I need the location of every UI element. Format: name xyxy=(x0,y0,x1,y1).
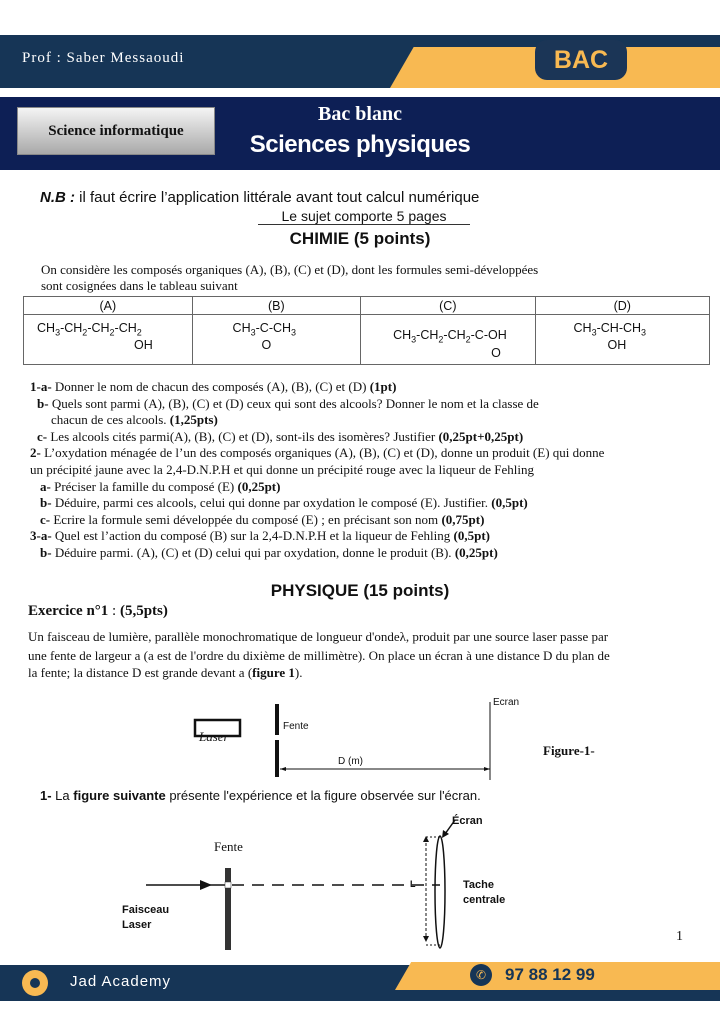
slit-bottom xyxy=(275,740,279,777)
formula-b-main: $CH_3-C-CH_3$ xyxy=(232,321,297,338)
tache-centrale-label xyxy=(463,878,505,908)
question-text: un précipité jaune avec la 2,4-D.N.P.H et qui donne un précipité rouge avec la liqueur de Fehling xyxy=(30,462,534,477)
figure-2-diagram xyxy=(0,810,720,950)
exercise-heading: Exercice n°1 : (5,5pts) xyxy=(28,603,168,619)
q1-pre: La xyxy=(51,788,74,803)
compounds-table xyxy=(23,296,710,365)
section-label: Science informatique xyxy=(17,107,215,155)
formula-d xyxy=(535,315,709,365)
question-line xyxy=(30,379,396,396)
tache-line-2: centrale xyxy=(463,894,506,906)
question-line xyxy=(37,429,523,446)
faisceau-line-1: Faisceau xyxy=(122,904,170,916)
phone-icon: ✆ xyxy=(470,964,492,986)
figure-1-caption: Figure-1- xyxy=(543,743,595,758)
formula-c-main: $CH_3-CH_2-CH_2-C-OH$ xyxy=(393,328,507,345)
question-1 xyxy=(40,788,481,803)
q1-bold: figure suivante xyxy=(73,788,166,803)
question-line xyxy=(37,396,539,413)
question-points: (0,25pt) xyxy=(237,478,281,494)
question-text: Déduire parmi. (A), (C) et (D) celui qui par oxydation, donne le produit (B). xyxy=(51,545,455,560)
location-icon xyxy=(22,970,48,996)
bac-badge: BAC xyxy=(535,40,627,80)
question-points: (1,25pts) xyxy=(169,412,218,428)
footer-brand: Jad Academy xyxy=(70,973,172,990)
question-points: (0,5pt) xyxy=(491,495,528,511)
faisceau-line-2: Laser xyxy=(122,919,152,931)
chimie-title: CHIMIE (5 points) xyxy=(289,229,431,248)
header-c: (C) xyxy=(361,297,535,315)
question-points: (0,5pt) xyxy=(453,528,490,544)
figure-1-diagram xyxy=(0,690,720,785)
question-number: 2- xyxy=(30,445,41,461)
question-text: Donner le nom de chacun des composés (A), (B), (C) et (D) xyxy=(51,379,370,394)
formula-c-sub: O xyxy=(491,346,501,360)
faisceau-laser-label xyxy=(122,903,169,933)
pages-note: Le sujet comporte 5 pages xyxy=(258,208,470,225)
physique-intro-3 xyxy=(28,665,302,681)
question-number: 1-a- xyxy=(30,379,52,394)
slit xyxy=(225,868,231,950)
formula-d-sub: OH xyxy=(607,338,627,352)
fig2-ecran-label: Écran xyxy=(452,815,483,827)
question-line xyxy=(30,462,534,479)
header-b: (B) xyxy=(192,297,361,315)
exercise-points: (5,5pts) xyxy=(119,603,168,619)
question-points: (0,25pt) xyxy=(454,545,498,560)
nb-note xyxy=(40,189,479,206)
formula-b xyxy=(192,315,361,365)
exam-title: Bac blanc xyxy=(318,103,402,125)
question-points: (0,25pt+0,25pt) xyxy=(438,428,524,444)
beam-arrow xyxy=(200,880,212,890)
intro-fig-ref: figure 1 xyxy=(252,665,295,680)
tache-line-1: Tache xyxy=(463,879,494,891)
question-text: Quels sont parmi (A), (B), (C) et (D) ceux qui sont des alcools? Donner le nom et la classe de xyxy=(48,395,539,411)
distance-label: D (m) xyxy=(338,756,363,767)
page-number: 1 xyxy=(676,929,683,944)
question-line xyxy=(30,528,490,545)
question-points: (1pt) xyxy=(369,379,397,394)
slit-top xyxy=(275,704,279,735)
formula-a-main: $CH_3-CH_2-CH_2-CH_2$ xyxy=(37,321,142,338)
header-d: (D) xyxy=(535,297,709,315)
ecran-label: Ecran xyxy=(493,697,520,708)
question-text: Déduire, parmi ces alcools, celui qui donne par oxydation le composé (E). Justifier. xyxy=(51,495,492,511)
header-a: (A) xyxy=(24,297,193,315)
intro-end: ). xyxy=(294,665,303,680)
question-number: a- xyxy=(40,478,51,494)
intro-3-text: la fente; la distance D est grande devant a ( xyxy=(28,665,253,680)
question-text: Les alcools cités parmi(A), (B), (C) et (D), sont-ils des isomères? Justifier xyxy=(47,428,439,444)
physique-title: PHYSIQUE (15 points) xyxy=(270,581,450,600)
question-line xyxy=(51,412,218,429)
question-line xyxy=(40,479,280,496)
teacher-name: Prof : Saber Messaoudi xyxy=(22,50,185,66)
q1-num: 1- xyxy=(40,788,52,803)
question-text: Préciser la famille du composé (E) xyxy=(50,478,238,494)
formula-a-sub: OH xyxy=(134,338,153,352)
physique-intro-2: une fente de largeur a (a est de l'ordre du dixième de millimètre). On place un écran à une distance D du plan de xyxy=(28,648,610,663)
physique-intro-1: Un faisceau de lumière, parallèle monochromatique de longueur d'ondeλ, produit par une source laser passe par xyxy=(28,629,609,644)
question-points: (0,75pt) xyxy=(441,511,485,527)
question-number: c- xyxy=(40,511,51,527)
exercise-number: Exercice n°1 xyxy=(28,603,109,619)
question-line xyxy=(40,545,498,562)
formula-c xyxy=(361,315,535,365)
question-line xyxy=(40,512,484,529)
laser-label: Laser xyxy=(199,729,229,744)
question-number: 3-a- xyxy=(30,528,52,544)
chimie-intro-2: sont cosignées dans le tableau suivant xyxy=(41,278,238,293)
subject-title: Sciences physiques xyxy=(249,131,471,158)
question-text: chacun de ces alcools. xyxy=(51,412,170,428)
nb-label: N.B : xyxy=(40,189,75,206)
formula-b-sub: O xyxy=(261,338,272,352)
question-text: Quel est l’action du composé (B) sur la 2,4-D.N.P.H et la liqueur de Fehling xyxy=(51,528,454,544)
question-text: L’oxydation ménagée de l’un des composés organiques (A), (B), (C) et (D), donne un produit (E) qui donne xyxy=(40,445,605,461)
footer-phone: 97 88 12 99 xyxy=(505,965,595,984)
formula-d-main: $CH_3-CH-CH_3$ xyxy=(573,321,647,338)
fig2-L-label: L xyxy=(410,879,416,889)
question-line xyxy=(30,445,604,462)
fente-label: Fente xyxy=(283,721,309,732)
question-line xyxy=(40,495,528,512)
chimie-intro-1: On considère les composés organiques (A), (B), (C) et (D), dont les formules semi-développées xyxy=(41,262,539,277)
formula-a xyxy=(24,315,193,365)
nb-text: il faut écrire l’application littérale avant tout calcul numérique xyxy=(75,189,480,206)
screen-ellipse xyxy=(435,836,445,948)
question-number: b- xyxy=(40,495,52,511)
q1-post: présente l'expérience et la figure observée sur l'écran. xyxy=(165,788,481,803)
question-number: c- xyxy=(37,428,48,444)
question-text: Ecrire la formule semi développée du composé (E) ; en précisant son nom xyxy=(50,511,442,527)
question-number: b- xyxy=(37,395,49,411)
question-number: b- xyxy=(40,545,52,560)
fig2-fente-label: Fente xyxy=(214,839,243,854)
